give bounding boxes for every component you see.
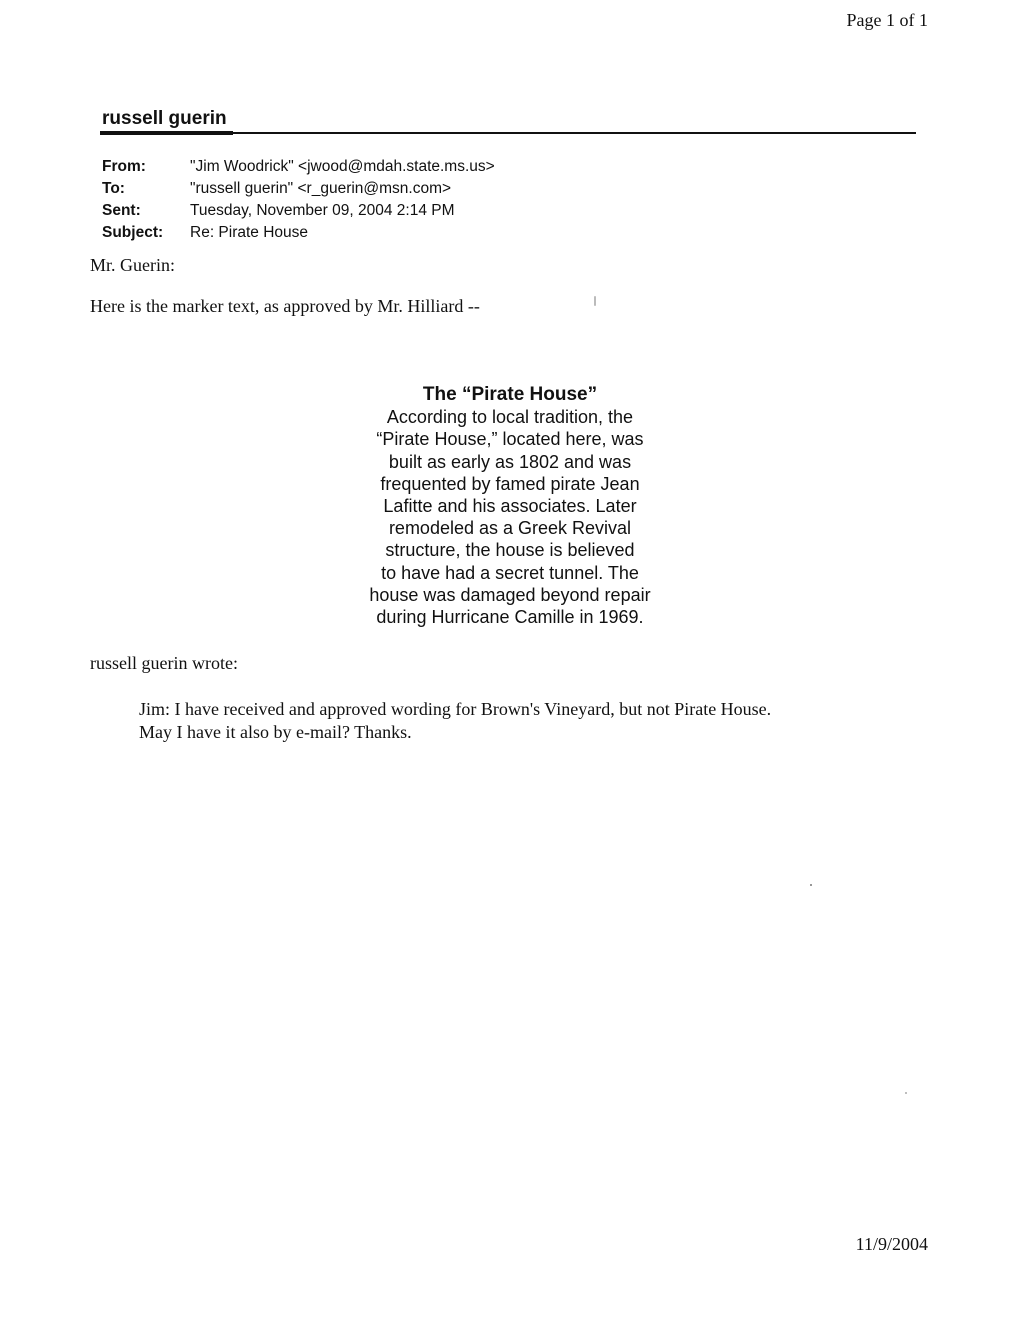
email-headers bbox=[102, 156, 495, 244]
marker-line: house was damaged beyond repair bbox=[369, 584, 651, 605]
marker-line: “Pirate House,” located here, was bbox=[376, 429, 644, 450]
header-value: Tuesday, November 09, 2004 2:14 PM bbox=[190, 202, 455, 219]
header-subject bbox=[102, 222, 495, 244]
marker-line: Lafitte and his associates. Later bbox=[383, 496, 637, 517]
header-from bbox=[102, 156, 495, 178]
header-to bbox=[102, 178, 495, 200]
header-label: Sent: bbox=[102, 202, 141, 219]
header-label: From: bbox=[102, 158, 146, 175]
header-value: "russell guerin" <r_guerin@msn.com> bbox=[190, 180, 452, 197]
quoted-line: May I have it also by e-mail? Thanks. bbox=[139, 722, 412, 742]
header-label: Subject: bbox=[102, 224, 164, 241]
intro-text: Here is the marker text, as approved by Mr. Hilliard -- bbox=[90, 296, 480, 316]
marker-line: to have had a secret tunnel. The bbox=[381, 562, 639, 583]
marker-line: According to local tradition, the bbox=[386, 407, 634, 428]
header-value: "Jim Woodrick" <jwood@mdah.state.ms.us> bbox=[190, 158, 495, 175]
quoted-line: Jim: I have received and approved wording for Brown's Vineyard, but not Pirate House. bbox=[139, 699, 772, 719]
greeting: Mr. Guerin: bbox=[90, 255, 175, 275]
marker-line: frequented by famed pirate Jean bbox=[380, 473, 640, 494]
scan-speck bbox=[810, 884, 812, 886]
header-sent bbox=[102, 200, 495, 222]
quote-attribution: russell guerin wrote: bbox=[90, 653, 238, 673]
marker-line: remodeled as a Greek Revival bbox=[388, 518, 632, 539]
header-rule bbox=[100, 132, 916, 134]
marker-title: The “Pirate House” bbox=[422, 384, 598, 405]
marker-line: during Hurricane Camille in 1969. bbox=[376, 607, 644, 628]
marker-text-block bbox=[340, 384, 680, 628]
mailbox-owner-name: russell guerin bbox=[102, 108, 227, 129]
page-number: Page 1 of 1 bbox=[846, 10, 928, 30]
header-label: To: bbox=[102, 180, 125, 197]
quoted-message bbox=[139, 698, 899, 744]
header-value: Re: Pirate House bbox=[190, 224, 309, 241]
print-date: 11/9/2004 bbox=[855, 1234, 928, 1254]
marker-line: structure, the house is believed bbox=[385, 540, 635, 561]
scan-speck bbox=[905, 1092, 907, 1094]
scan-speck bbox=[594, 296, 596, 306]
marker-line: built as early as 1802 and was bbox=[388, 451, 632, 472]
